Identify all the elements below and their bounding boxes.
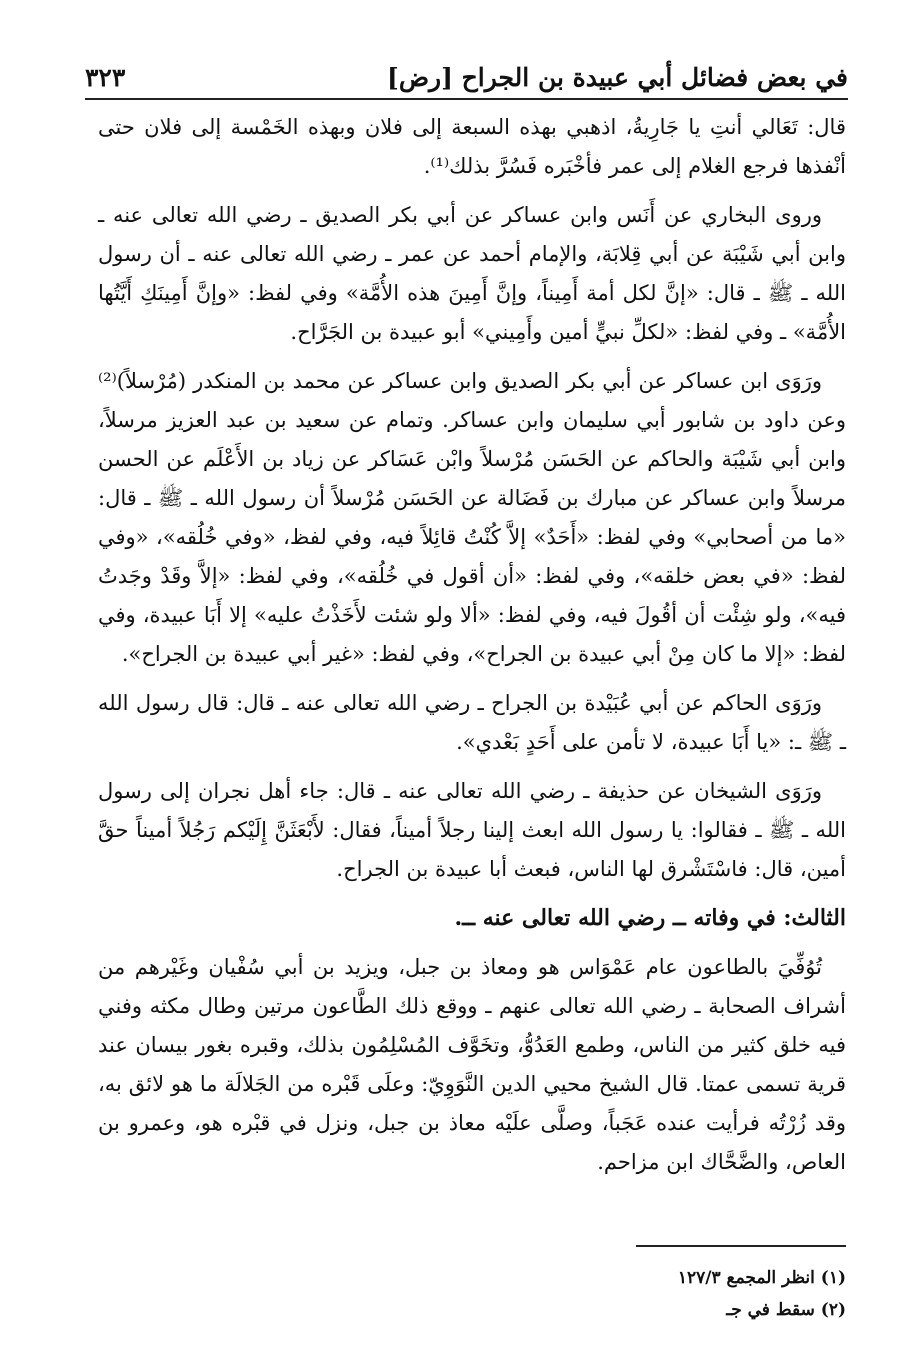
paragraph: ورَوَى الحاكم عن أبي عُبَيْدة بن الجراح ـ رضي الله تعالى عنه ـ قال: قال رسول الله ـ ﷺ ـ: «يا أَبَا عبيدة، لا تأمن على أَحَدٍ بَعْدي». <box>98 691 846 754</box>
page-number: ٣٢٣ <box>85 63 126 92</box>
footnotes <box>520 1262 846 1326</box>
section-heading: الثالث: في وفاته ــ رضي الله تعالى عنه ــ. <box>454 905 846 931</box>
running-title: في بعض فضائل أبي عبيدة بن الجراح [رض] <box>387 63 848 92</box>
paragraph: قال: تَعَالي أنتِ يا جَارِيةُ، اذهبي بهذه السبعة إلى فلان وبهذه الخَمْسة إلى فلان حتى أنْفذها فرجع الغلام إلى عمر فأخْبَره فَسُرَّ بذلك⁽¹⁾. <box>98 115 846 178</box>
paragraph: ورَوَى ابن عساكر عن أبي بكر الصديق وابن عساكر عن محمد بن المنكدر (مُرْسلاً)⁽²⁾ وعن داود بن شابور أبي سليمان وابن عساكر. وتمام عن سعيد بن عبد العزيز مرسلاً، وابن أبي شَيْبَة والحاكم عن الحَسَن مُرْسلاً وابْن عَسَاكر عن زياد بن الأَعْلَم عن الحسن مرسلاً وابن عساكر عن مبارك بن فَضَالة عن الحَسَن مُرْسلاً أن رسول الله ـ ﷺ ـ قال: «ما من أصحابي» وفي لفظ: «أَحَدٌ» إلاَّ كُنْتُ قائِلاً فيه، وفي لفظ، «وفي خُلُقه»، «وفي لفظ: «في بعض خلقه»، وفي لفظ: «أن أقول في خُلُقه»، وفي لفظ: «إلاَّ وقَدْ وجَدتُ فيه»، ولو شِئْت أن أقُولَ فيه، وفي لفظ: «ألا ولو شئت لأَخَذْتُ عليه» إلا أَبَا عبيدة، وفي لفظ: «إلا ما كان مِنْ أبي عبيدة بن الجراح»، وفي لفظ: «غير أبي عبيدة بن الجراح». <box>98 369 846 666</box>
paragraph: تُوُفِّيَ بالطاعون عام عَمْوَاس هو ومعاذ بن جبل، ويزيد بن أبي سُفْيان وغَيْرهم من أشراف الصحابة ـ رضي الله تعالى عنهم ـ ووقع ذلك الطَّاعون مرتين وطال مكثه وفني فيه خلق كثير من الناس، وطمع العَدُوُّ، وتخَوَّف المُسْلِمُون بذلك، وقبره بغور بيسان عند قرية تسمى عمتا. قال الشيخ محيي الدين النَّوَوِيّ: وعلَى قَبْره من الجَلالَة ما هو لائق به، وقد زُرْتُه فرأيت عنده عَجَباً، وصلَّى علَيْه معاذ بن جبل، ونزل في قبْره هو، وعمرو بن العاص، والضَّحَّاك ابن مزاحم. <box>98 955 846 1174</box>
footnote-divider <box>636 1245 846 1247</box>
main-text <box>98 108 846 1192</box>
page-header <box>85 48 848 92</box>
header-divider <box>85 98 848 100</box>
paragraph: ورَوَى الشيخان عن حذيفة ـ رضي الله تعالى عنه ـ قال: جاء أهل نجران إلى رسول الله ـ ﷺ ـ فقالوا: يا رسول الله ابعث إلينا رجلاً أميناً، فقال: لأَبْعَثَنَّ إِلَيْكم رَجُلاً أميناً حقَّ أمين، قال: فاسْتَشْرق لها الناس، فبعث أبا عبيدة بن الجراح. <box>98 779 846 881</box>
paragraph: وروى البخاري عن أَنَس وابن عساكر عن أبي بكر الصديق ـ رضي الله تعالى عنه ـ وابن أبي شَيْبَة عن أبي قِلابَة، والإمام أحمد عن عمر ـ رضي الله تعالى عنه ـ أن رسول الله ـ ﷺ ـ قال: «إنَّ لكل أمة أَمِيناً، وإنَّ أَمِينَ هذه الأُمَّة» وفي لفظ: «وإنَّ أَمِينَكِ أَيَّتُها الأُمَّة» ـ وفي لفظ: «لكلِّ نبيٍّ أمين وأَمِيني» أبو عبيدة بن الجَرَّاح. <box>98 203 846 344</box>
footnote: (٢) سقط في جـ <box>726 1300 846 1320</box>
footnote: (١) انظر المجمع ١٢٧/٣ <box>677 1268 846 1288</box>
